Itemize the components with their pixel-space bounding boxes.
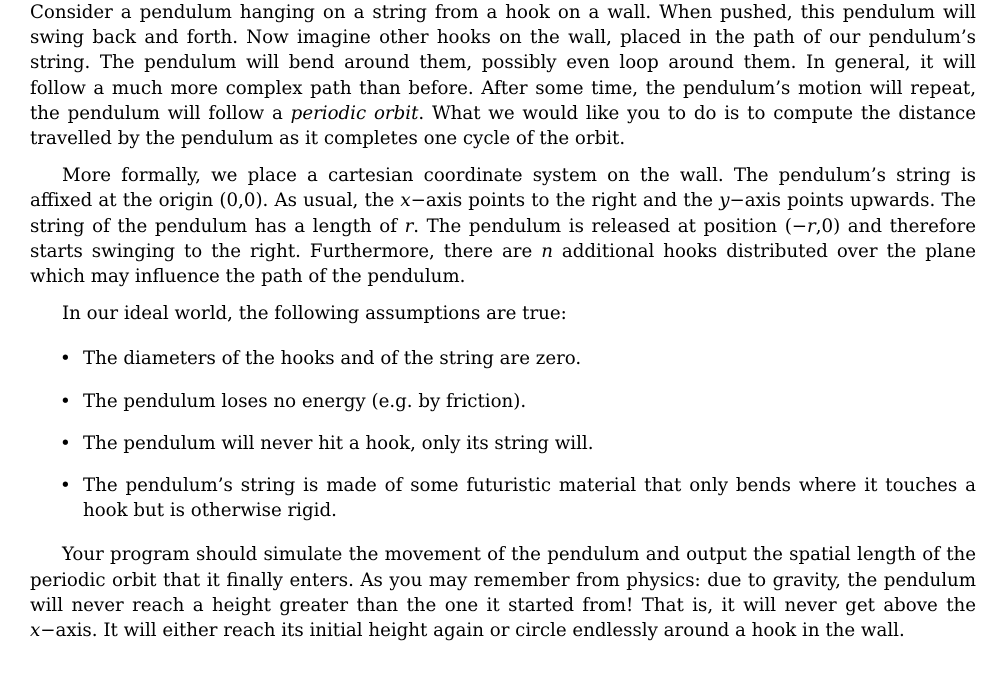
math-r-position: r	[807, 215, 816, 237]
formal-text-a: More formally, we place a cartesian coordinate system on the wall. The pendulum’s string is affixed at the origin (0,0). As usual, the	[30, 165, 976, 212]
intro-text-b: . What we would like you to do is to compute the distance travelled by the pendulum as it completes one cycle of the orbit.	[30, 102, 976, 150]
math-r: r	[404, 215, 414, 237]
formal-text-d: . The pendulum is released at position (−	[413, 215, 808, 237]
bullet-icon: •	[60, 432, 71, 454]
assumptions-list	[30, 346, 976, 523]
list-item-text: The diameters of the hooks and of the string are zero.	[83, 348, 582, 370]
math-x-axis: x	[30, 620, 41, 642]
intro-text-a: Consider a pendulum hanging on a string from a hook on a wall. When pushed, this pendulum will swing back and forth. Now imagine other hooks on the wall, placed in the path of our pendulum’s string. The pendulum will bend around them, possibly even loop around them. In general, it will follow a much more complex path than before. After some time, the pendulum’s motion will repeat, the pendulum will follow a	[30, 2, 976, 124]
formal-paragraph	[30, 163, 976, 289]
bullet-icon: •	[60, 390, 71, 412]
periodic-orbit-term: periodic orbit	[290, 102, 419, 124]
list-item	[30, 431, 976, 456]
closing-text-a: Your program should simulate the movement of the pendulum and output the spatial length of the periodic orbit that it finally enters. As you may remember from physics: due to gravity, the pendulum will never reach a height greater than the one it started from! That is, it will never get above the	[30, 544, 976, 616]
formal-text-f: additional hooks distributed over the plane which may influence the path of the pendulum.	[30, 240, 976, 288]
list-item	[30, 473, 976, 523]
closing-text-b: −axis. It will either reach its initial height again or circle endlessly around a hook in the wall.	[40, 620, 905, 642]
math-n: n	[541, 240, 553, 262]
list-item	[30, 389, 976, 414]
formal-text-e: ,0) and therefore starts swinging to the right. Furthermore, there are	[30, 215, 977, 262]
list-item	[30, 346, 976, 371]
problem-statement	[30, 0, 976, 643]
formal-text-c: −axis points upwards. The string of the pendulum has a length of	[30, 190, 977, 237]
list-item-text: The pendulum loses no energy (e.g. by friction).	[83, 390, 527, 412]
assumptions-intro: In our ideal world, the following assumptions are true:	[62, 303, 567, 325]
list-item-text: The pendulum’s string is made of some futuristic material that only bends where it touches a hook but is otherwise rigid.	[83, 475, 976, 522]
bullet-icon: •	[60, 348, 71, 370]
intro-paragraph	[30, 0, 976, 151]
closing-paragraph	[30, 542, 976, 643]
bullet-icon: •	[60, 475, 71, 497]
math-x: x	[400, 190, 411, 212]
math-y: y	[719, 190, 730, 212]
list-item-text: The pendulum will never hit a hook, only its string will.	[83, 432, 594, 454]
formal-text-b: −axis points to the right and the	[410, 190, 720, 212]
